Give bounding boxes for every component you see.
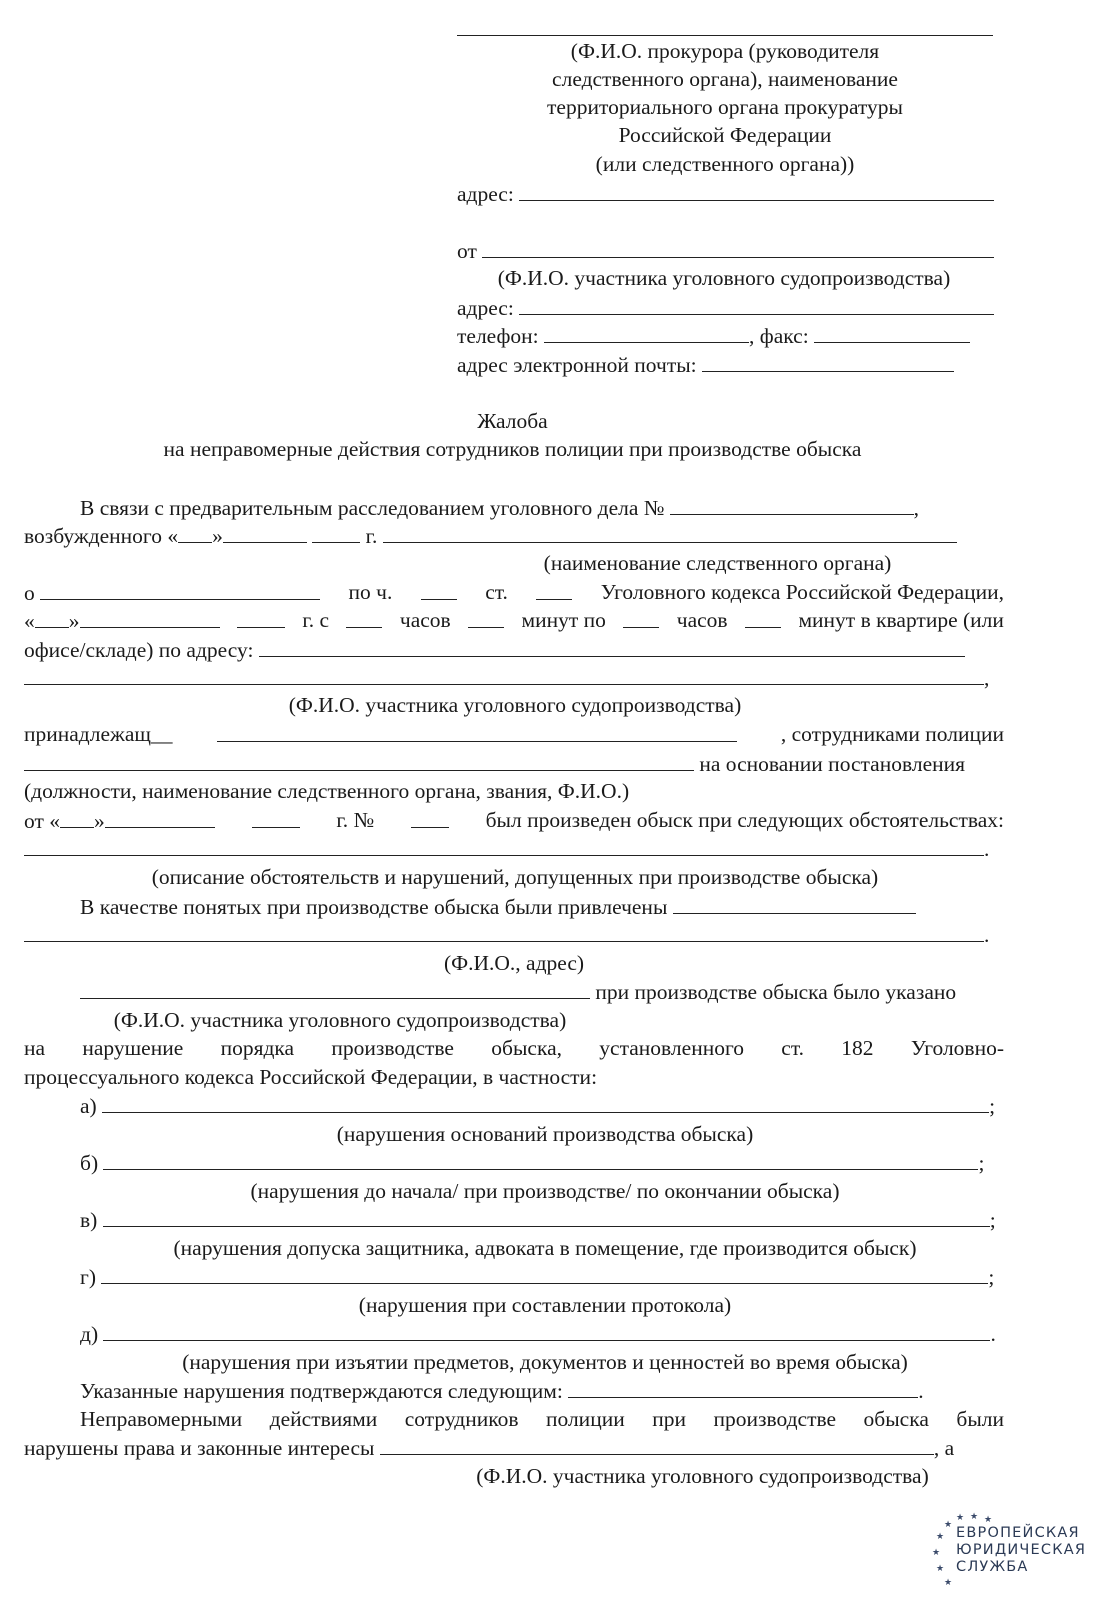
document-title: Жалоба bbox=[477, 409, 548, 433]
end-hour-field[interactable] bbox=[623, 607, 659, 628]
star-icon: ★ bbox=[932, 1547, 941, 1557]
body-line-12: . bbox=[24, 921, 989, 948]
body-line-18: нарушены права и законные интересы , а bbox=[24, 1436, 955, 1460]
caption-fio-address: (Ф.И.О., адрес) bbox=[443, 951, 585, 975]
resolution-number-field[interactable] bbox=[411, 807, 449, 828]
body-line-15: процессуального кодекса Российской Федерации, в частности: bbox=[24, 1065, 598, 1089]
european-legal-service-logo bbox=[930, 1512, 1090, 1607]
list-item-e: д) . bbox=[80, 1322, 996, 1346]
body-line-6: , bbox=[24, 664, 989, 691]
from-row bbox=[457, 237, 994, 264]
end-minute-field[interactable] bbox=[745, 607, 781, 628]
body-line-1: В связи с предварительным расследованием уголовного дела № , bbox=[80, 496, 920, 520]
phone-fax-row bbox=[457, 322, 970, 349]
body-line-17: Неправомерными действиями сотрудников полиции при производстве обыска были bbox=[80, 1407, 1004, 1431]
logo-line-2: ЮРИДИЧЕСКАЯ bbox=[956, 1542, 1087, 1558]
document-subtitle: на неправомерные действия сотрудников полиции при производстве обыска bbox=[163, 437, 862, 461]
addressee-caption-5: (или следственного органа)) bbox=[595, 152, 855, 176]
list-item-d: г) ; bbox=[80, 1265, 995, 1289]
phone-field[interactable] bbox=[544, 322, 749, 343]
from-field[interactable] bbox=[482, 237, 994, 258]
fax-label: , факс: bbox=[749, 324, 809, 348]
phone-label: телефон: bbox=[457, 324, 539, 348]
caption-item-b: (нарушения до начала/ при производстве/ по окончании обыска) bbox=[250, 1179, 840, 1203]
search-address-field-2[interactable] bbox=[24, 664, 984, 685]
from-label: от bbox=[457, 239, 477, 263]
caption-circumstances: (описание обстоятельств и нарушений, допущенных при производстве обыска) bbox=[151, 865, 879, 889]
evidence-field[interactable] bbox=[568, 1377, 918, 1398]
logo-line-3: СЛУЖБА bbox=[956, 1559, 1029, 1575]
star-icon: ★ bbox=[984, 1514, 993, 1524]
star-icon: ★ bbox=[936, 1563, 945, 1573]
initiation-day-field[interactable] bbox=[178, 522, 212, 543]
rights-holder-field[interactable] bbox=[380, 1434, 934, 1455]
participant-address-field[interactable] bbox=[519, 294, 994, 315]
search-year-field[interactable] bbox=[237, 607, 285, 628]
caption-participant-3: (Ф.И.О. участника уголовного судопроизводства) bbox=[476, 1464, 929, 1488]
body-line-10: . bbox=[24, 835, 989, 862]
part-field[interactable] bbox=[421, 579, 457, 600]
officers-field[interactable] bbox=[24, 750, 694, 771]
list-item-a: а) ; bbox=[80, 1094, 996, 1118]
addressee-caption-1: (Ф.И.О. прокурора (руководителя bbox=[570, 39, 880, 63]
search-month-field[interactable] bbox=[80, 607, 220, 628]
caption-item-c: (нарушения допуска защитника, адвоката в помещение, где производится обыск) bbox=[173, 1236, 917, 1260]
addressee-caption-3: территориального органа прокуратуры bbox=[547, 95, 903, 119]
email-field[interactable] bbox=[702, 351, 954, 372]
crime-field[interactable] bbox=[40, 579, 320, 600]
caption-participant-2: (Ф.И.О. участника уголовного судопроизводства) bbox=[113, 1008, 567, 1032]
addressee-address-row bbox=[457, 180, 994, 207]
addressee-caption-4: Российской Федерации bbox=[618, 123, 832, 147]
addressee-line[interactable] bbox=[457, 35, 993, 36]
list-item-b: б) ; bbox=[80, 1151, 985, 1175]
star-icon: ★ bbox=[936, 1531, 945, 1541]
violation-d-field[interactable] bbox=[101, 1263, 988, 1284]
caption-item-e: (нарушения при изъятии предметов, документов и ценностей во время обыска) bbox=[182, 1350, 908, 1374]
participant-caption: (Ф.И.О. участника уголовного судопроизводства) bbox=[497, 266, 951, 290]
start-hour-field[interactable] bbox=[346, 607, 382, 628]
resolution-day-field[interactable] bbox=[60, 807, 94, 828]
addressee-address-field[interactable] bbox=[519, 180, 994, 201]
start-minute-field[interactable] bbox=[468, 607, 504, 628]
caption-positions: (должности, наименование следственного органа, звания, Ф.И.О.) bbox=[24, 779, 630, 803]
caption-item-a: (нарушения оснований производства обыска) bbox=[336, 1122, 754, 1146]
witnesses-field[interactable] bbox=[673, 893, 916, 914]
caption-item-d: (нарушения при составлении протокола) bbox=[358, 1293, 732, 1317]
star-icon: ★ bbox=[944, 1519, 953, 1529]
address-label-2: адрес: bbox=[457, 296, 514, 320]
body-line-9: от « » г. № был произведен обыск при следующих обстоятельствах: bbox=[24, 808, 1004, 833]
violation-b-field[interactable] bbox=[103, 1149, 978, 1170]
violation-c-field[interactable] bbox=[103, 1206, 990, 1227]
body-line-13: при производстве обыска было указано bbox=[80, 978, 956, 1005]
circumstances-field[interactable] bbox=[24, 835, 984, 856]
list-item-c: в) ; bbox=[80, 1208, 996, 1232]
body-line-7: принадлежащ__ , сотрудниками полиции bbox=[24, 722, 1004, 746]
caption-participant-1: (Ф.И.О. участника уголовного судопроизводства) bbox=[288, 693, 742, 717]
body-line-16: Указанные нарушения подтверждаются следующим: . bbox=[80, 1379, 924, 1403]
star-icon: ★ bbox=[956, 1512, 965, 1522]
participant-field[interactable] bbox=[80, 978, 590, 999]
body-line-3: о по ч. ст. Уголовного кодекса Российской Федерации, bbox=[24, 580, 1004, 605]
fax-field[interactable] bbox=[814, 322, 970, 343]
body-line-4: « » г. с часов минут по часов минут в квартире (или bbox=[24, 608, 1004, 633]
star-icon: ★ bbox=[970, 1511, 979, 1521]
resolution-month-field[interactable] bbox=[105, 807, 215, 828]
resolution-year-field[interactable] bbox=[252, 807, 300, 828]
body-line-8: на основании постановления bbox=[24, 750, 965, 777]
addressee-caption-2: следственного органа), наименование bbox=[552, 67, 898, 91]
body-line-5: офисе/складе) по адресу: bbox=[24, 636, 965, 663]
search-day-field[interactable] bbox=[35, 607, 69, 628]
violation-a-field[interactable] bbox=[102, 1092, 989, 1113]
email-row bbox=[457, 351, 954, 378]
initiation-month-field[interactable] bbox=[223, 522, 307, 543]
body-line-14: на нарушение порядка производстве обыска, установленного ст. 182 Уголовно- bbox=[24, 1036, 1004, 1060]
body-line-11: В качестве понятых при производстве обыска были привлечены bbox=[80, 893, 916, 920]
investigative-body-field[interactable] bbox=[383, 522, 957, 543]
logo-line-1: ЕВРОПЕЙСКАЯ bbox=[956, 1525, 1080, 1541]
violation-e-field[interactable] bbox=[103, 1320, 990, 1341]
search-address-field[interactable] bbox=[259, 636, 965, 657]
participant-address-row bbox=[457, 294, 994, 321]
address-label: адрес: bbox=[457, 182, 514, 206]
article-field[interactable] bbox=[536, 579, 572, 600]
owner-field[interactable] bbox=[217, 721, 737, 742]
initiation-year-field[interactable] bbox=[312, 522, 360, 543]
body-line-2: возбужденного « » г. bbox=[24, 522, 957, 549]
caption-investigative-body: (наименование следственного органа) bbox=[543, 551, 892, 575]
star-icon: ★ bbox=[944, 1577, 953, 1587]
witnesses-field-2[interactable] bbox=[24, 921, 984, 942]
email-label: адрес электронной почты: bbox=[457, 353, 697, 377]
case-number-field[interactable] bbox=[670, 494, 914, 515]
